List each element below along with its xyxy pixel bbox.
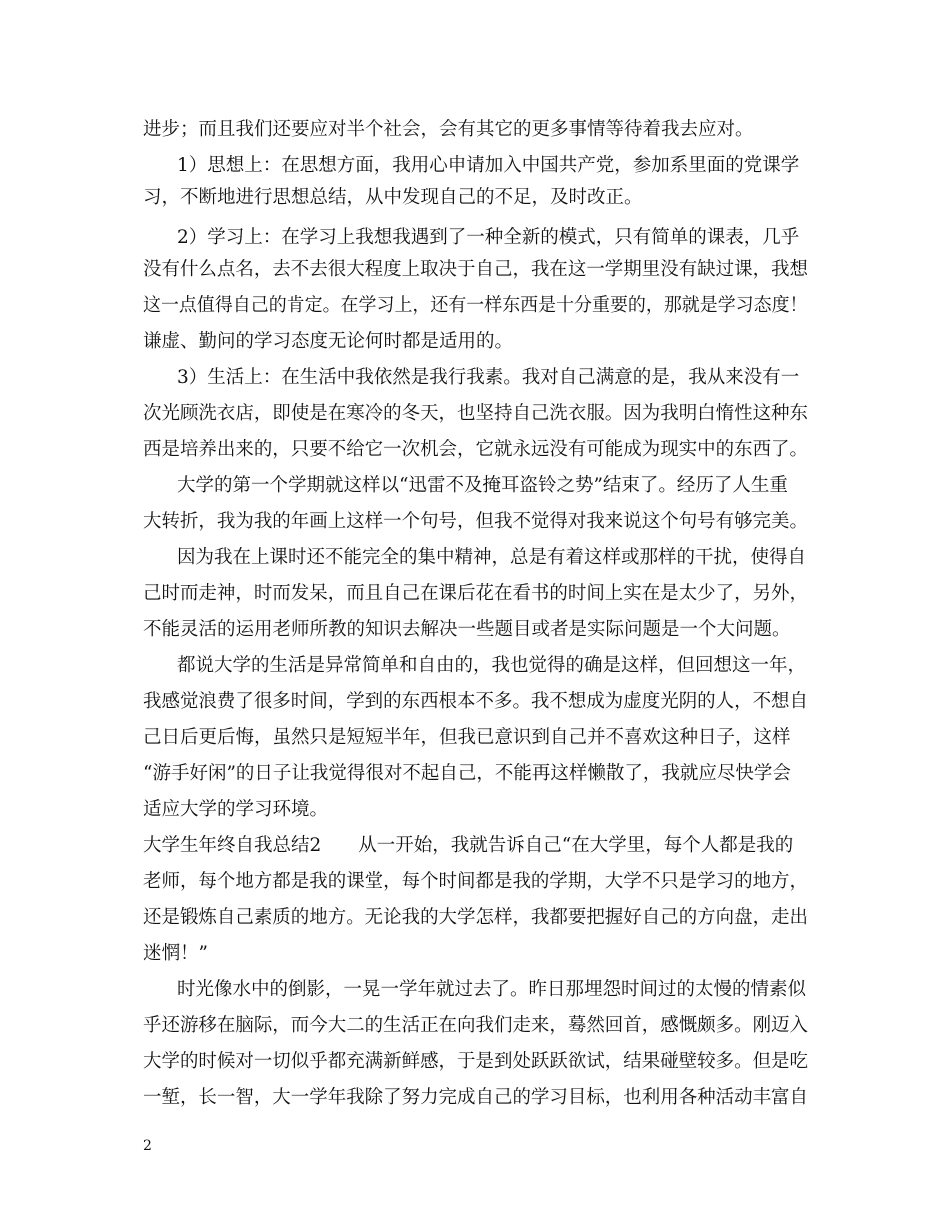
page-number: 2 bbox=[143, 1138, 152, 1154]
text-line: 适应大学的学习环境。 bbox=[143, 799, 329, 820]
text-line: 大学生年终自我总结2 从一开始，我就告诉自己“在大学里，每个人都是我的 bbox=[143, 835, 794, 856]
text-line: 没有什么点名，去不去很大程度上取决于自己，我在这一学期里没有缺过课，我想 bbox=[143, 259, 809, 280]
text-line: 还是锻炼自己素质的地方。无论我的大学怎样，我都要把握好自己的方向盘，走出 bbox=[143, 907, 809, 928]
text-line: 大转折，我为我的年画上这样一个句号，但我不觉得对我来说这个句号有够完美。 bbox=[143, 511, 809, 532]
text-line: 2）学习上：在学习上我想我遇到了一种全新的模式，只有简单的课表，几乎 bbox=[177, 227, 800, 248]
text-line: 我感觉浪费了很多时间，学到的东西根本不多。我不想成为虚度光阴的人，不想自 bbox=[143, 691, 809, 712]
text-line: 迷惘！” bbox=[143, 943, 208, 964]
text-line: 西是培养出来的，只要不给它一次机会，它就永远没有可能成为现实中的东西了。 bbox=[143, 439, 809, 460]
text-line: 乎还游移在脑际，而今大二的生活正在向我们走来，蓦然回首，感慨颇多。刚迈入 bbox=[143, 1015, 809, 1036]
text-line: 不能灵活的运用老师所教的知识去解决一些题目或者是实际问题是一个大问题。 bbox=[143, 619, 791, 640]
text-line: 老师，每个地方都是我的课堂，每个时间都是我的学期，大学不只是学习的地方， bbox=[143, 871, 809, 892]
text-line: 1）思想上：在思想方面，我用心申请加入中国共产党，参加系里面的党课学 bbox=[177, 155, 800, 176]
text-line: 大学的第一个学期就这样以“迅雷不及掩耳盗铃之势”结束了。经历了人生重 bbox=[177, 475, 788, 496]
text-line: 己时而走神，时而发呆，而且自己在课后花在看书的时间上实在是太少了，另外， bbox=[143, 583, 809, 604]
text-line: 一堑，长一智，大一学年我除了努力完成自己的学习目标，也利用各种活动丰富自 bbox=[143, 1087, 809, 1108]
text-line: 进步；而且我们还要应对半个社会，会有其它的更多事情等待着我去应对。 bbox=[143, 119, 754, 140]
text-line: 时光像水中的倒影，一晃一学年就过去了。昨日那埋怨时间过的太慢的情素似 bbox=[177, 979, 807, 1000]
text-line: 大学的时候对一切似乎都充满新鲜感，于是到处跃跃欲试，结果碰壁较多。但是吃 bbox=[143, 1051, 809, 1072]
text-line: 因为我在上课时还不能完全的集中精神，总是有着这样或那样的干扰，使得自 bbox=[177, 547, 807, 568]
text-line: 习，不断地进行思想总结，从中发现自己的不足，及时改正。 bbox=[143, 187, 643, 208]
text-line: 都说大学的生活是异常简单和自由的，我也觉得的确是这样，但回想这一年， bbox=[177, 655, 807, 676]
text-line: 这一点值得自己的肯定。在学习上，还有一样东西是十分重要的，那就是学习态度！ bbox=[143, 295, 808, 316]
text-line: 次光顾洗衣店，即使是在寒冷的冬天，也坚持自己洗衣服。因为我明白惰性这种东 bbox=[143, 403, 809, 424]
text-line: 谦虚、勤问的学习态度无论何时都是适用的。 bbox=[143, 331, 514, 352]
text-line: “游手好闲”的日子让我觉得很对不起自己，不能再这样懒散了，我就应尽快学会 bbox=[143, 763, 791, 784]
text-line: 己日后更后悔，虽然只是短短半年，但我已意识到自己并不喜欢这种日子，这样 bbox=[143, 727, 791, 748]
text-line: 3）生活上：在生活中我依然是我行我素。我对自己满意的是，我从来没有一 bbox=[177, 367, 800, 388]
